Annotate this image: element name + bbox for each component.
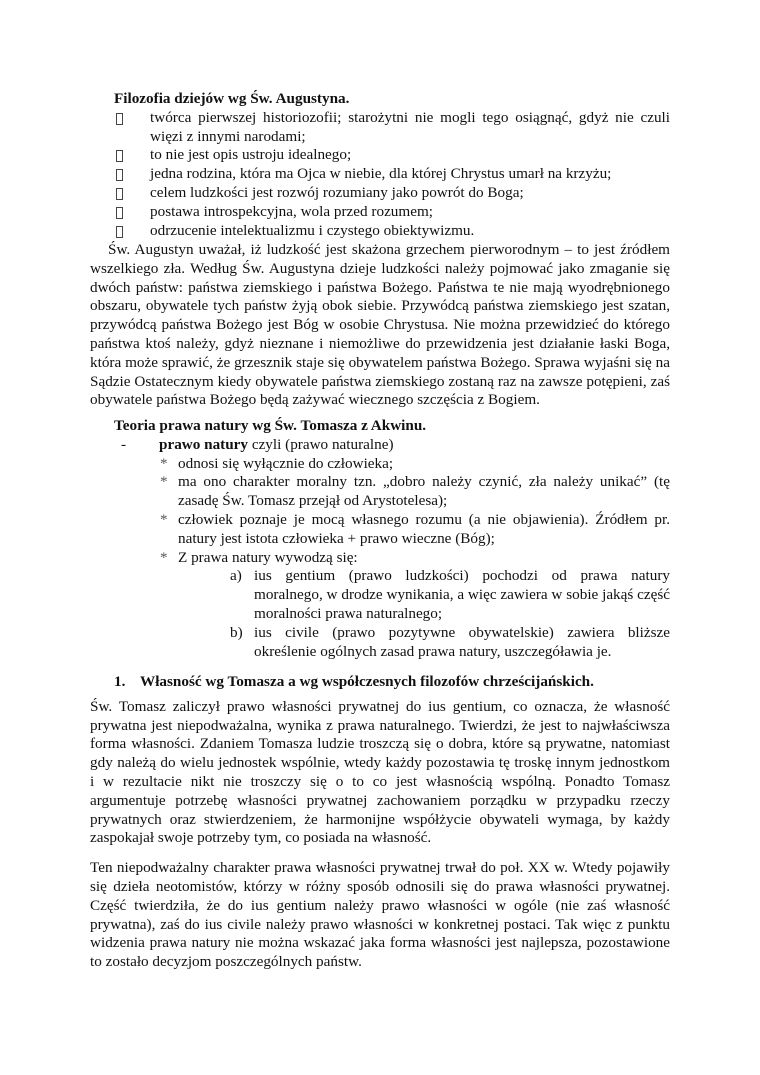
dash-item <box>114 436 670 455</box>
star-item-text: Z prawa natury wywodzą się: <box>178 548 358 566</box>
section-heading: Teoria prawa natury wg Św. Tomasza z Akwinu. <box>114 417 427 434</box>
bullet-list <box>114 109 670 241</box>
bullet-icon <box>116 226 123 238</box>
sub-item-text: ius civile (prawo pozytywne obywatelskie) zawiera bliższe określenie ogólnych zasad prawa natury, uszczegóławia je. <box>254 623 670 660</box>
property-paragraph: Św. Tomasz zaliczył prawo własności prywatnej do ius gentium, co oznacza, że własność prywatna jest niepodważalna, wynika z prawa naturalnego. Twierdzi, że jest to najwłaściwsza forma własności. Zdaniem Tomasza ludzie troszczą się o dobra, które są prywatne, natomiast gdy należą do wielu jednostek wspólnie, wtedy każdy pozostawia tę troskę innym jednostkom i w rezultacie nikt nie troszczy się o to co jest własnością wspólną. Ponadto Tomasz argumentuje potrzebę własności prywatnej zachowaniem porządku w przypadku rzeczy prywatnych oraz stwierdzeniem, że harmonijne współżycie obywateli wymaga, by każdy zaspokajał swoje potrzeby tym, co posiada na własność. <box>90 697 670 847</box>
section-aquinas <box>114 417 670 661</box>
sub-marker: b) <box>230 623 243 641</box>
star-item <box>114 511 670 549</box>
property-paragraph: Ten niepodważalny charakter prawa własności prywatnej trwał do poł. XX w. Wtedy pojawiły się dzieła neotomistów, którzy w różny sposób odnosili się do prawa własności prywatnej. Część twierdziła, że do ius gentium należy prawo własności w ogóle (nie zaś własność prywatna), zaś do ius civile należy prawo własności w konkretnej postaci. Tak więc z punktu widzenia prawa natury nie można wskazać jaka forma własności jest najlepsza, pozostawione to zostało decyzjom poszczególnych państw. <box>90 859 670 971</box>
asterisk-icon: * <box>160 510 168 528</box>
list-item <box>114 109 670 147</box>
sub-marker: a) <box>230 567 242 585</box>
asterisk-icon: * <box>160 473 168 491</box>
star-item <box>114 455 670 474</box>
list-item-text: jedna rodzina, która ma Ojca w niebie, dla której Chrystus umarł na krzyżu; <box>150 165 612 183</box>
asterisk-icon: * <box>160 454 168 472</box>
section-property <box>90 673 670 972</box>
heading-text: Własność wg Tomasza a wg współczesnych filozofów chrześcijańskich. <box>140 673 594 690</box>
sub-item <box>114 624 670 662</box>
star-item <box>114 473 670 511</box>
list-item-text: celem ludzkości jest rozwój rozumiany jako powrót do Boga; <box>150 183 524 201</box>
bullet-icon <box>116 150 123 162</box>
bullet-icon <box>116 169 123 181</box>
bullet-icon <box>116 207 123 219</box>
sub-item-text: ius gentium (prawo ludzkości) pochodzi od prawa natury moralnego, w drodze wynikania, a więc zawiera w sobie jakąś część moralności prawa naturalnego; <box>254 567 670 622</box>
bullet-icon <box>116 113 123 125</box>
star-item <box>114 549 670 568</box>
star-item-text: ma ono charakter moralny tzn. „dobro należy czynić, zła należy unikać” (tę zasadę Św. Tomasz przejął od Arystotelesa); <box>178 473 670 510</box>
list-item <box>114 222 670 241</box>
section-augustine <box>114 90 670 240</box>
dash-marker: - <box>121 435 127 453</box>
list-item <box>114 184 670 203</box>
star-item-text: odnosi się wyłącznie do człowieka; <box>178 454 394 472</box>
section-heading: Filozofia dziejów wg Św. Augustyna. <box>114 90 350 107</box>
list-item <box>114 203 670 222</box>
asterisk-icon: * <box>160 548 168 566</box>
list-item-text: odrzucenie intelektualizmu i czystego obiektywizmu. <box>150 221 475 239</box>
star-item-text: człowiek poznaje je mocą własnego rozumu (a nie objawienia). Źródłem pr. natury jest istota człowieka + prawo wieczne (Bóg); <box>178 510 670 547</box>
section-heading <box>90 673 670 692</box>
heading-number: 1. <box>114 673 126 690</box>
list-item-text: twórca pierwszej historiozofii; starożytni nie mogli tego osiągnąć, gdyż nie czuli więzi z innymi narodami; <box>150 108 670 145</box>
term-rest: czyli (prawo naturalne) <box>248 435 394 453</box>
list-item-text: postawa introspekcyjna, wola przed rozumem; <box>150 202 433 220</box>
sub-item <box>114 567 670 623</box>
augustine-paragraph: Św. Augustyn uważał, iż ludzkość jest skażona grzechem pierworodnym – to jest źródłem wszelkiego zła. Według Św. Augustyna dzieje ludzkości należy pojmować jako zmaganie się dwóch państw: państwa ziemskiego i państwa Bożego. Państwa te nie mają wyodrębnionego obszaru, obywatele tych państw żyją obok siebie. Przywódcą państwa ziemskiego jest szatan, przywódcą państwa Bożego jest Bóg w osobie Chrystusa. Nie można przewidzieć do którego państwa ktoś należy, gdyż nieznane i niemożliwe do przewidzenia jest działanie łaski Boga, która może sprawić, że grzesznik staje się obywatelem państwa Bożego. Sprawa wyjaśni się na Sądzie Ostatecznym kiedy obywatele państwa ziemskiego zostaną raz na zawsze potępieni, zaś obywatele państwa Bożego będą zażywać wiecznego szczęścia z Bogiem. <box>90 241 670 409</box>
term-bold: prawo natury <box>159 435 249 453</box>
list-item <box>114 146 670 165</box>
list-item <box>114 165 670 184</box>
bullet-icon <box>116 188 123 200</box>
list-item-text: to nie jest opis ustroju idealnego; <box>150 146 352 164</box>
